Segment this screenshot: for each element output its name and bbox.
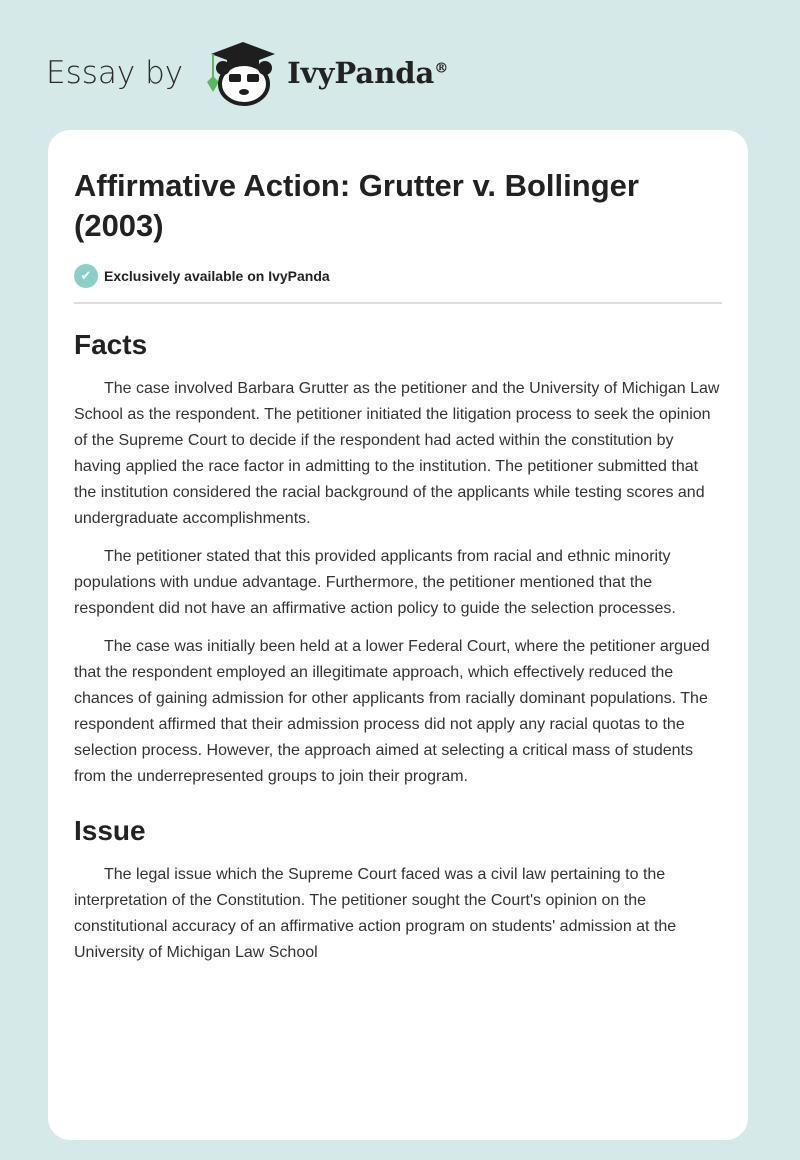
paragraph: The case was initially been held at a lower Federal Court, where the petitioner argued that the respondent employed an illegitimate approach, which effectively reduced the chances of gaining admission for other applicants from racially dominant populations. The respondent affirmed that their admission process did not apply any racial quotas to the selection process. However, the approach aimed at selecting a critical mass of students from the underrepresented groups to join their program. <box>74 638 710 785</box>
essay-card <box>48 130 748 1140</box>
paragraph: The case involved Barbara Grutter as the petitioner and the University of Michigan Law School as the respondent. The petitioner initiated the litigation process to seek the opinion of the Supreme Court to decide if the respondent had acted within the constitution by having applied the race factor in admitting to the institution. The petitioner submitted that the institution considered the racial background of the applicants while testing scores and undergraduate accomplishments. <box>74 380 720 527</box>
section-heading-issue: Issue <box>74 815 146 846</box>
paragraph: The petitioner stated that this provided applicants from racial and ethnic minority populations with undue advantage. Furthermore, the petitioner mentioned that the respondent did not have an affirmative action policy to guide the selection processes. <box>74 548 676 617</box>
page-title: Affirmative Action: Grutter v. Bollinger (2003) <box>74 168 639 243</box>
brand-name: IvyPanda® <box>287 56 449 90</box>
section-heading-facts: Facts <box>74 329 148 360</box>
exclusive-badge <box>74 264 722 304</box>
paragraph: The legal issue which the Supreme Court faced was a civil law pertaining to the interpretation of the Constitution. The petitioner sought the Court's opinion on the constitutional accuracy of an affirmative action program on students' admission at the University of Michigan Law School <box>74 866 677 961</box>
essay-by-label: Essay by <box>46 55 184 91</box>
exclusive-label: Exclusively available on IvyPanda <box>104 268 330 284</box>
check-icon: ✔ <box>74 264 98 288</box>
panda-logo-icon <box>199 38 281 108</box>
site-logo[interactable] <box>46 38 448 108</box>
